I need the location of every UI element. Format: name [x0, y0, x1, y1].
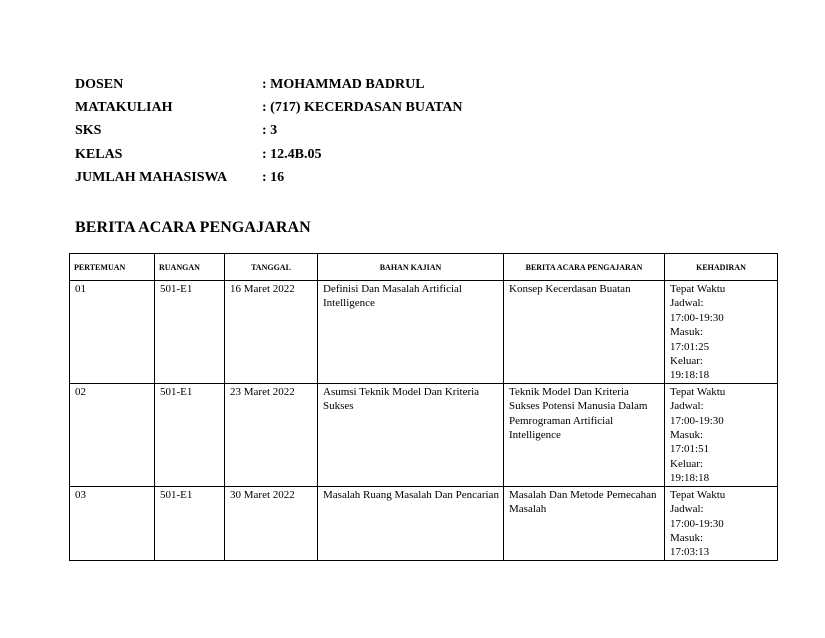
cell-kehadiran — [665, 383, 778, 486]
kehadiran-masuk: 17:01:51 — [670, 443, 710, 456]
info-label: MATAKULIAH — [75, 100, 173, 116]
info-label: DOSEN — [75, 77, 124, 92]
info-label: KELAS — [75, 146, 123, 162]
kehadiran-masuk-label: Masuk: — [670, 429, 703, 442]
header-pertemuan: PERTEMUAN — [70, 254, 155, 281]
cell-bahan-kajian: Definisi Dan Masalah Artificial Intelligence — [318, 281, 504, 384]
cell-kehadiran — [665, 486, 778, 560]
header-ruangan: RUANGAN — [155, 254, 225, 281]
cell-tanggal: 30 Maret 2022 — [225, 486, 318, 560]
cell-kehadiran — [665, 281, 778, 384]
cell-berita-acara: Masalah Dan Metode Pemecahan Masalah — [504, 486, 665, 560]
cell-bahan-kajian: Asumsi Teknik Model Dan Kriteria Sukses — [318, 383, 504, 486]
cell-pertemuan: 01 — [70, 281, 155, 384]
kehadiran-keluar-label: Keluar: — [670, 457, 703, 470]
info-value: : 16 — [262, 169, 285, 185]
section-title: BERITA ACARA PENGAJARAN — [75, 219, 311, 236]
kehadiran-masuk: 17:01:25 — [670, 340, 710, 353]
kehadiran-status: Tepat Waktu — [670, 385, 726, 398]
kehadiran-status: Tepat Waktu — [670, 488, 726, 501]
info-value: : MOHAMMAD BADRUL — [262, 77, 425, 92]
kehadiran-jadwal-label: Jadwal: — [670, 503, 704, 516]
kehadiran-keluar-label: Keluar: — [670, 355, 703, 368]
cell-berita-acara: Konsep Kecerdasan Buatan — [504, 281, 665, 384]
kehadiran-jadwal-label: Jadwal: — [670, 297, 704, 310]
cell-ruangan: 501-E1 — [155, 281, 225, 384]
info-value: : 12.4B.05 — [262, 146, 322, 162]
table-header-row — [70, 254, 778, 281]
kehadiran-masuk-label: Masuk: — [670, 326, 703, 339]
info-label: JUMLAH MAHASISWA — [75, 169, 228, 185]
table-row — [70, 383, 778, 486]
table-row — [70, 486, 778, 560]
kehadiran-keluar: 19:18:18 — [670, 472, 710, 485]
cell-tanggal: 16 Maret 2022 — [225, 281, 318, 384]
kehadiran-jadwal-label: Jadwal: — [670, 400, 704, 413]
header-bahan-kajian: BAHAN KAJIAN — [318, 254, 504, 281]
kehadiran-masuk-label: Masuk: — [670, 531, 703, 544]
header-tanggal: TANGGAL — [225, 254, 318, 281]
header-kehadiran: KEHADIRAN — [665, 254, 778, 281]
kehadiran-status: Tepat Waktu — [670, 283, 726, 295]
kehadiran-keluar: 19:18:18 — [670, 369, 710, 382]
kehadiran-masuk: 17:03:13 — [670, 546, 710, 559]
kehadiran-jadwal: 17:00-19:30 — [670, 311, 724, 324]
cell-pertemuan: 02 — [70, 383, 155, 486]
cell-tanggal: 23 Maret 2022 — [225, 383, 318, 486]
cell-ruangan: 501-E1 — [155, 383, 225, 486]
header-berita-acara: BERITA ACARA PENGAJARAN — [504, 254, 665, 281]
table-row — [70, 281, 778, 384]
info-value: : 3 — [262, 123, 278, 139]
teaching-record-table — [69, 253, 778, 561]
info-label: SKS — [75, 123, 102, 139]
cell-pertemuan: 03 — [70, 486, 155, 560]
info-value: : (717) KECERDASAN BUATAN — [262, 100, 463, 116]
kehadiran-jadwal: 17:00-19:30 — [670, 517, 724, 530]
kehadiran-jadwal: 17:00-19:30 — [670, 414, 724, 427]
cell-berita-acara: Teknik Model Dan Kriteria Sukses Potensi Manusia Dalam Pemrograman Artificial Intelligence — [504, 383, 665, 486]
cell-bahan-kajian: Masalah Ruang Masalah Dan Pencarian — [318, 486, 504, 560]
cell-ruangan: 501-E1 — [155, 486, 225, 560]
